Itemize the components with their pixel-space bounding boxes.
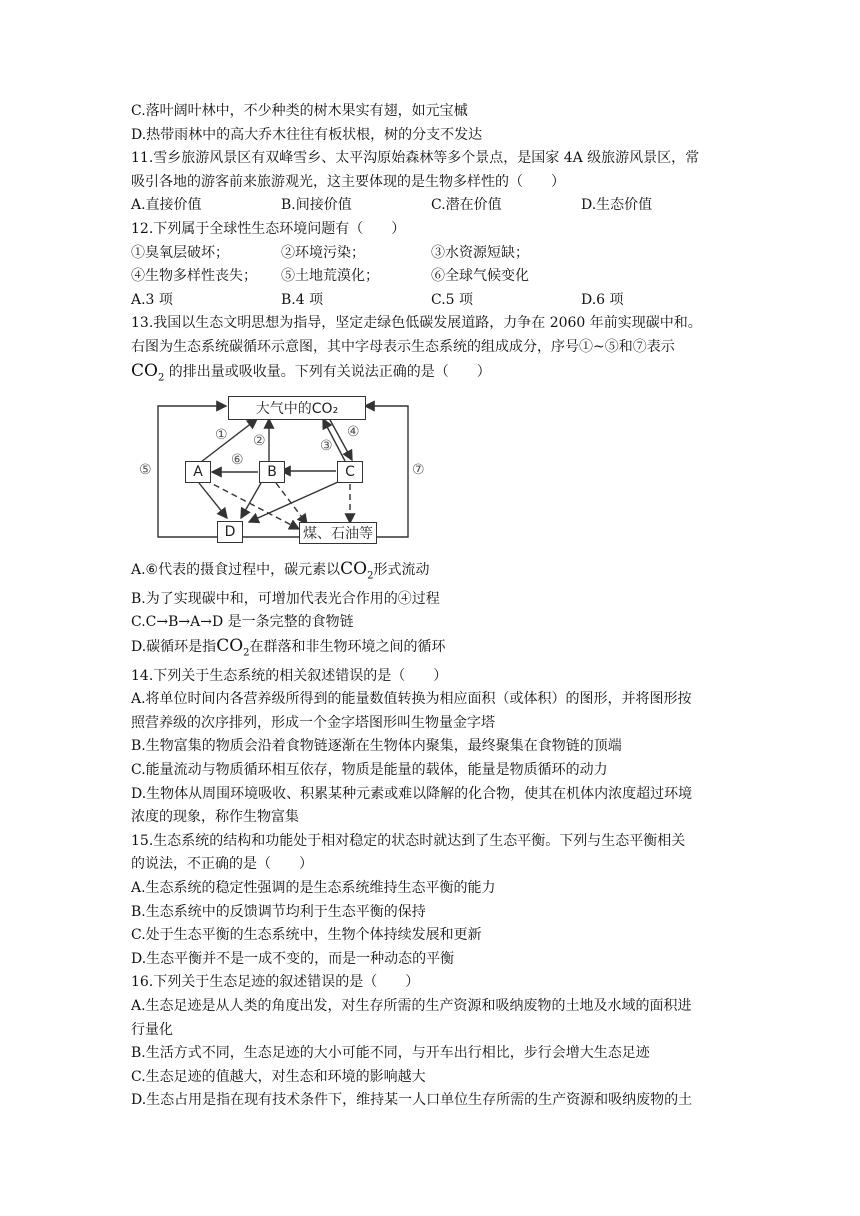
option-d: D.生态价值 [581,197,653,214]
question-16-option-a: 行量化 [131,1021,173,1038]
box-c: C [337,461,363,483]
item: ⑤土地荒漠化； [281,268,379,285]
question-14-option-a: A.将单位时间内各营养级所得到的能量数值转换为相应面积（或体积）的图形，并将图形按 [131,691,692,708]
label-7: ⑦ [412,461,425,478]
question-13-stem: $CO_2$ 的排出量或吸收量。下列有关说法正确的是（ ） [131,360,491,383]
question-12-stem: 12.下列属于全球性生态环境问题有（ ） [131,220,406,237]
question-15-option-b: B.生态系统中的反馈调节均利于生态平衡的保持 [131,903,426,920]
option-c: C.5 项 [431,291,474,308]
question-12-items [131,242,731,266]
question-15-stem: 15.生态系统的结构和功能处于相对稳定的状态时就达到了生态平衡。下列与生态平衡相关 [131,832,686,849]
question-15-option-a: A.生态系统的稳定性强调的是生态系统维持生态平衡的能力 [131,880,496,897]
question-13-option-b: B.为了实现碳中和，可增加代表光合作用的④过程 [131,590,440,607]
question-16-option-c: C.生态足迹的值越大，对生态和环境的影响越大 [131,1068,426,1085]
option-a: A.直接价值 [131,197,202,214]
question-15-stem: 的说法，不正确的是（ ） [131,856,313,873]
item: ③水资源短缺； [431,244,529,261]
option-a: A.3 项 [131,291,173,308]
label-5: ⑤ [139,461,152,478]
co2-formula: $CO_2$ [131,360,165,383]
question-14-stem: 14.下列关于生态系统的相关叙述错误的是（ ） [131,667,448,684]
option-d: D.6 项 [581,291,624,308]
question-16-option-b: B.生活方式不同，生态足迹的大小可能不同，与开车出行相比，步行会增大生态足迹 [131,1045,650,1062]
box-b: B [259,461,285,483]
question-16-option-a: A.生态足迹是从人类的角度出发，对生存所需的生产资源和吸纳废物的土地及水域的面积进 [131,997,692,1014]
question-16-stem: 16.下列关于生态足迹的叙述错误的是（ ） [131,974,420,991]
item: ②环境污染； [281,244,365,261]
question-11-options [131,194,731,218]
label-6: ⑥ [231,451,244,468]
label-4: ④ [347,423,360,440]
question-13-option-d: D.碳循环是指$CO_2$在群落和非生物环境之间的循环 [131,635,446,659]
question-15-option-d: D.生态平衡并不是一成不变的，而是一种动态的平衡 [131,950,455,967]
co2-formula: $CO_2$ [340,558,374,581]
box-d: D [217,521,243,543]
question-14-option-d: 浓度的现象，称作生物富集 [131,809,299,826]
label-3: ③ [320,437,333,454]
question-14-option-d: D.生物体从周围环境吸收、积累某种元素或难以降解的化合物，使其在机体内浓度超过环境 [131,785,693,802]
question-11-stem: 11.雪乡旅游风景区有双峰雪乡、太平沟原始森林等多个景点，是国家 4A 级旅游风景区，常 [131,150,700,167]
option-c: C.潜在价值 [431,197,502,214]
carbon-cycle-diagram [133,394,433,554]
item: ①臭氧层破坏； [131,244,229,261]
fossil-fuel-box: 煤、石油等 [299,522,377,544]
option-b: B.4 项 [281,291,324,308]
document-page [131,100,731,1113]
question-13-option-a: A.⑥代表的摄食过程中，碳元素以$CO_2$形式流动 [131,558,430,581]
question-11-stem: 吸引各地的游客前来旅游观光，这主要体现的是生物多样性的（ ） [131,173,565,190]
question-14-option-b: B.生物富集的物质会沿着食物链逐渐在生物体内聚集，最终聚集在食物链的顶端 [131,738,622,755]
question-16-option-d: D.生态占用是指在现有技术条件下，维持某一人口单位生存所需的生产资源和吸纳废物的土 [131,1092,693,1109]
question-13-option-c: C.C→B→A→D 是一条完整的食物链 [131,614,354,631]
box-a: A [185,461,211,483]
item: ④生物多样性丧失； [131,268,257,285]
item: ⑥全球气候变化 [431,268,529,285]
atmosphere-co2-box: 大气中的CO₂ [228,396,366,420]
question-13-stem: 13.我国以生态文明思想为指导，坚定走绿色低碳发展道路，力争在 2060 年前实现碳中和。 [131,315,702,332]
question-15-option-c: C.处于生态平衡的生态系统中，生物个体持续发展和更新 [131,927,482,944]
co2-formula: $CO_2$ [216,635,250,659]
label-1: ① [215,426,228,443]
question-12-items [131,265,731,289]
question-14-option-c: C.能量流动与物质循环相互依存，物质是能量的载体，能量是物质循环的动力 [131,762,608,779]
text-line: D.热带雨林中的高大乔木往往有板状根，树的分支不发达 [131,126,483,143]
option-b: B.间接价值 [281,197,352,214]
question-13-stem: 右图为生态系统碳循环示意图，其中字母表示生态系统的组成成分，序号①~⑤和⑦表示 [131,338,675,355]
text-line: C.落叶阔叶林中，不少种类的树木果实有翅，如元宝槭 [131,103,468,119]
label-2: ② [253,432,266,449]
question-12-options [131,289,731,313]
question-14-option-a: 照营养级的次序排列，形成一个金字塔图形叫生物量金字塔 [131,714,495,731]
